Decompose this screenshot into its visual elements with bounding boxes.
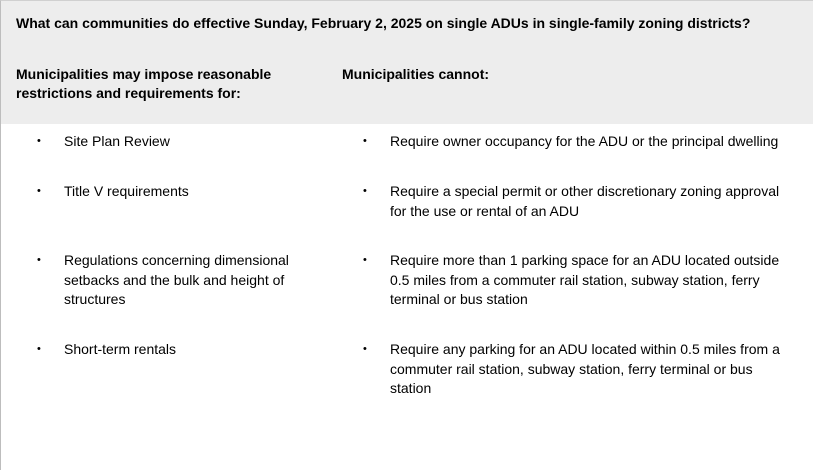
list-item <box>37 251 312 310</box>
bullet-icon: • <box>37 254 41 266</box>
list-item-text: Require any parking for an ADU located within 0.5 miles from a commuter rail station, subway station, ferry terminal or bus station <box>390 341 780 396</box>
bullet-icon: • <box>363 254 367 266</box>
list-item <box>363 182 793 221</box>
bullet-icon: • <box>363 185 367 197</box>
list-item <box>363 132 793 152</box>
list-item <box>363 340 793 399</box>
cannot-heading: Municipalities cannot: <box>342 66 490 82</box>
list-item <box>363 251 793 310</box>
may-impose-heading: Municipalities may impose reasonable restrictions and requirements for: <box>16 66 272 101</box>
list-item <box>37 340 312 360</box>
bullet-icon: • <box>37 343 41 355</box>
list-item-text: Require owner occupancy for the ADU or the principal dwelling <box>390 133 779 149</box>
list-item <box>37 132 312 152</box>
list-item-text: Require a special permit or other discretionary zoning approval for the use or rental of an ADU <box>390 183 780 219</box>
list-item-text: Title V requirements <box>64 183 189 199</box>
list-item-text: Short-term rentals <box>64 341 177 357</box>
list-item-text: Regulations concerning dimensional setbacks and the bulk and height of structures <box>64 252 289 307</box>
bullet-icon: • <box>37 185 41 197</box>
bullet-icon: • <box>37 135 41 147</box>
bullet-icon: • <box>363 135 367 147</box>
list-item <box>37 182 312 202</box>
list-item-text: Site Plan Review <box>64 133 170 149</box>
bullet-icon: • <box>363 343 367 355</box>
list-item-text: Require more than 1 parking space for an ADU located outside 0.5 miles from a commuter rail station, subway station, ferry terminal or bus station <box>390 252 780 307</box>
page-title: What can communities do effective Sunday, February 2, 2025 on single ADUs in single-family zoning districts? <box>16 15 751 31</box>
